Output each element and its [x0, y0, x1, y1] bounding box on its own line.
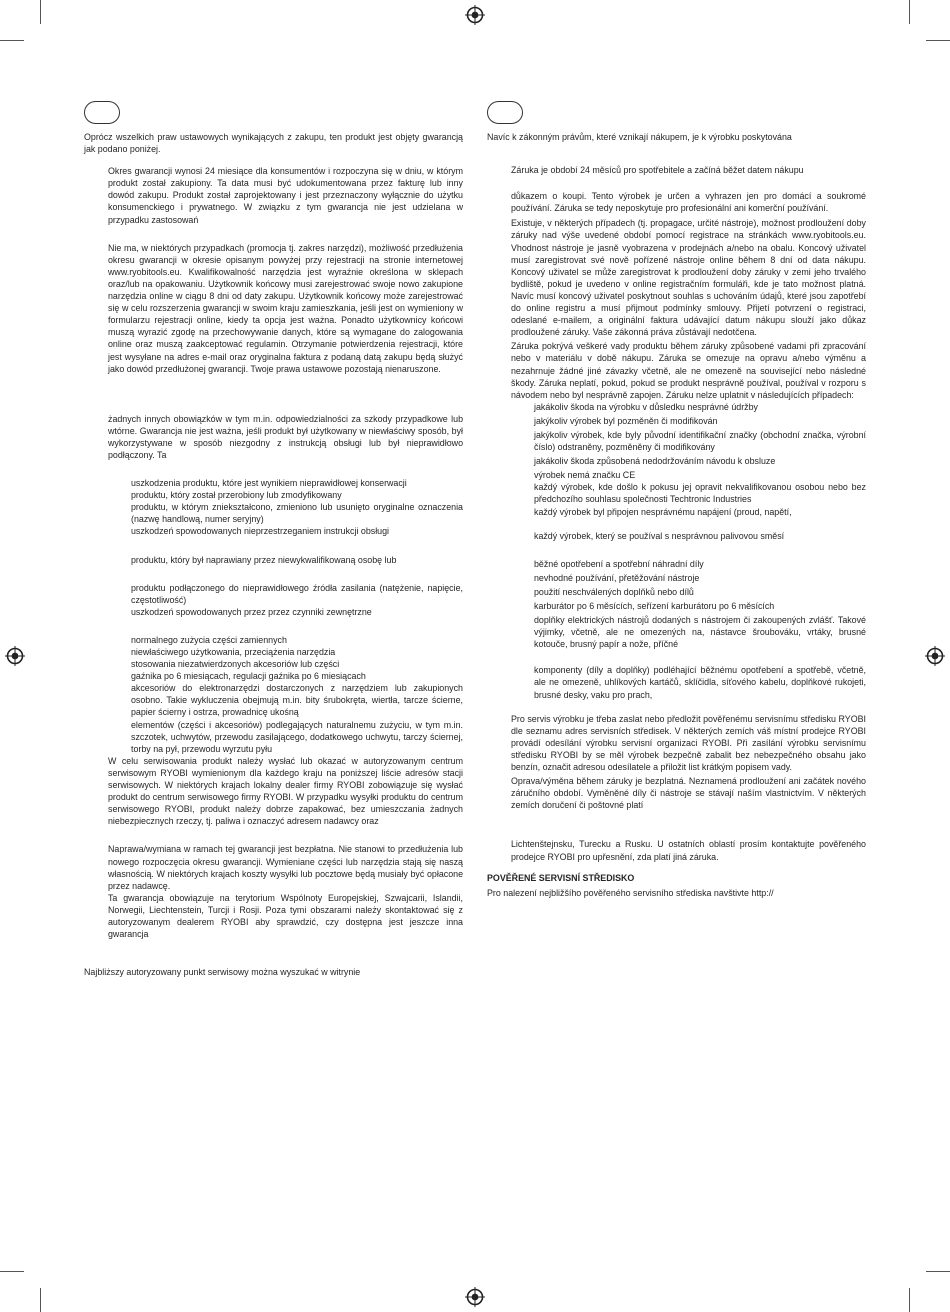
list-item: elementów (części i akcesoriów) podlegających naturalnemu zużyciu, w tym m.in. szczotek, uchwytów, przewodu zasilającego, dodatkowego uchwytu, tarczy ściernej, torby na pył, przewodu wyrzutu pyłu [131, 719, 463, 754]
paragraph: żadnych innych obowiązków w tym m.in. odpowiedzialności za szkody przypadkowe lub wtórne. Gwarancja nie jest ważna, jeśli produkt był użytkowany w niewłaściwy sposób, był wykorzystywane w sposób niezgodny z instrukcją obsługi lub był nieprawidłowo podłączony. Ta [108, 413, 463, 460]
crop-mark [40, 1288, 41, 1312]
paragraph: Naprawa/wymiana w ramach tej gwarancji jest bezpłatna. Nie stanowi to przedłużenia lub nowego rozpoczęcia okresu gwarancji. Wymieniane części lub narzędzia stają się naszą własnością. W niektórych krajach koszty wysyłki lub pocztowe będą musiały być opłacone przez nadawcę. [108, 844, 463, 891]
paragraph: Oprava/výměna během záruky je bezplatná. Neznamená prodloužení ani začátek nového záručního období. Vyměněné díly či nástroje se stávají naším vlastnictvím. V některých zemích doručení či poštovné platí [511, 776, 866, 811]
paragraph: Oprócz wszelkich praw ustawowych wynikających z zakupu, ten produkt jest objęty gwarancją jak podano poniżej. [84, 132, 463, 155]
list-item: každý výrobek byl připojen nesprávnému napájení (proud, napětí, [534, 506, 792, 517]
list-item: běžné opotřebení a spotřební náhradní díly [534, 558, 704, 569]
list-item: stosowania niezatwierdzonych akcesoriów lub części [131, 659, 340, 670]
paragraph: Najbliższy autoryzowany punkt serwisowy można wyszukać w witrynie [84, 967, 361, 978]
crop-mark [926, 40, 950, 41]
list-item: gaźnika po 6 miesiącach, regulacji gaźnika po 6 miesiącach [131, 671, 366, 682]
language-badge [84, 101, 120, 124]
crop-mark [0, 40, 24, 41]
paragraph: Existuje, v některých případech (tj. propagace, určité nástroje), možnost prodloužení doby záruky nad výše uvedené období pomocí registrace na stránkách www.ryobitools.eu. Vhodnost nástroje je jasně vyobrazena v prodejnách a/nebo na obalu. Koncový uživatel musí zaregistrovat své nově pořízené nástroje online během 8 dní od data nákupu. Koncový uživatel se může zaregistrovat k prodloužení doby záruky v zemi jeho trvalého bydliště, pokud je uvedeno v online registračním formuláři, kde je tato možnost platná. Navíc musí koncový uživatel poskytnout souhlas s uchováním údajů, které jsou zapotřebí do online registru a musí přijmout podmínky smlouvy. Přijetí potvrzení o registraci, odeslané e-mailem, a originální faktura udávající datum nákupu slouží jako důkaz prodloužené záruky. Vaše zákonná práva zůstávají nedotčena. [511, 218, 866, 338]
list-item: jakákoliv škoda způsobená nedodržováním návodu k obsluze [534, 456, 776, 467]
list-item: normalnego zużycia części zamiennych [131, 634, 287, 645]
list-item: akcesoriów do elektronarzędzi dostarczonych z narzędziem lub zakupionych osobno. Takie wykluczenia obejmują m.in. bity śrubokręta, wiertła, tarcze ścierne, papier ścierny i ostrza, prowadnicę ukośną [131, 683, 463, 718]
list-item: každý výrobek, který se používal s nesprávnou palivovou směsí [534, 530, 785, 541]
crop-mark [40, 0, 41, 24]
paragraph: Pro nalezení nejbližšího pověřeného servisního střediska navštivte http:// [487, 887, 774, 898]
list-item: uszkodzeń spowodowanych przez przez czynniki zewnętrzne [131, 606, 372, 617]
paragraph: Ta gwarancja obowiązuje na terytorium Wspólnoty Europejskiej, Szwajcarii, Islandii, Norwegii, Liechtenstein, Turcji i Rosji. Poza tymi obszarami należy skontaktować się z autoryzowanym dealerem RYOBI aby sprawdzić, czy dostępna jest jeszcze inna gwarancja [108, 892, 463, 940]
list-item: uszkodzeń spowodowanych nieprzestrzeganiem instrukcji obsługi [131, 526, 390, 537]
list-item: produktu, który został przerobiony lub zmodyfikowany [131, 490, 342, 501]
crop-mark [0, 1271, 24, 1272]
paragraph: Navíc k zákonným právům, které vznikají nákupem, je k výrobku poskytována [487, 132, 792, 142]
list-item: komponenty (díly a doplňky) podléhající běžnému opotřebení a spotřebě, včetně, ale ne omezeně, uhlíkových kartáčů, sklíčidla, síťového kabelu, doplňkové rukojeti, brusné desky, vaku pro prach, [534, 665, 866, 700]
language-badge [487, 101, 523, 124]
section-heading: POVĚŘENÉ SERVISNÍ STŘEDISKO [487, 872, 635, 883]
list-item: použití neschválených doplňků nebo dílů [534, 586, 694, 597]
list-item: jakýkoliv výrobek byl pozměněn či modifikován [534, 415, 718, 426]
registration-mark-icon [5, 646, 25, 666]
warranty-column-polish [84, 131, 463, 978]
paragraph: Lichtenštejnsku, Turecku a Rusku. U ostatních oblastí prosím kontaktujte pověřeného prodejce RYOBI pro upřesnění, zda platí jiná záruka. [511, 839, 866, 862]
paragraph: důkazem o koupi. Tento výrobek je určen a vyhrazen jen pro domácí a soukromé používání. Záruka se tedy neposkytuje pro profesionální ani komerční používání. [511, 191, 866, 214]
list-item: nevhodné používání, přetěžování nástroje [534, 572, 700, 583]
list-item: uszkodzenia produktu, które jest wynikiem nieprawidłowej konserwacji [131, 478, 407, 489]
paragraph: W celu serwisowania produkt należy wysłać lub okazać w autoryzowanym centrum serwisowym RYOBI wymienionym dla każdego kraju na poniższej liście adresów stacji serwisowych. W niektórych krajach lokalny dealer firmy RYOBI zobowiązuje się wysłać produkt do centrum serwisowego firmy RYOBI. W przypadku wysyłki produktu do centrum serwisowego RYOBI, produkt należy dobrze zapakować, bez umieszczania żadnych niebezpiecznych rzeczy, tj. paliwa i oznaczyć adresem nadawcy oraz [108, 755, 463, 827]
registration-mark-icon [925, 646, 945, 666]
list-item: produktu podłączonego do nieprawidłowego źródła zasilania (natężenie, napięcie, częstotliwość) [131, 582, 463, 605]
paragraph: Záruka pokrývá veškeré vady produktu během záruky způsobené vadami při zpracování nebo v materiálu v době nákupu. Záruka se omezuje na opravu a/nebo výměnu a nezahrnuje žádné jiné závazky včetně, ale ne omezeně na související nebo následné škody. Záruka neplatí, pokud, pokud se produkt nesprávně používal, používal v rozporu s návodem nebo byl nesprávně zapojen. Záruku nelze uplatnit v následujících případech: [511, 341, 866, 400]
list-item: jakákoliv škoda na výrobku v důsledku nesprávné údržby [534, 401, 758, 412]
paragraph: Nie ma, w niektórych przypadkach (promocja tj. zakres narzędzi), możliwość przedłużenia okresu gwarancji w okresie opisanym powyżej przy rejestracji na stronie internetowej www.ryobitools.eu. Kwalifikowalność narzędzia jest wyraźnie określona w sklepach oraz/lub na opakowaniu. Użytkownik końcowy musi zarejestrować swoje nowo zakupione narzędzia online w ciągu 8 dni od daty zakupu. Użytkownik końcowy może zarejestrować się w celu rozszerzenia gwarancji w swoim kraju zamieszkania, jeśli jest on wymieniony w formularzu rejestracji online, kiedy ta opcja jest ważna. Ponadto użytkownicy końcowi muszą wyrazić zgodę na przechowywanie danych, które są wymagane do zalogowania online oraz muszą zaakceptować regulamin. Otrzymanie potwierdzenia rejestracji, które jest wysyłane na adres e-mail oraz oryginalna faktura z podaną datą zakupu będą służyć jako dowód przedłużonej gwarancji. Twoje prawa ustawowe pozostają nienaruszone. [108, 242, 463, 374]
paragraph: Pro servis výrobku je třeba zaslat nebo předložit pověřenému servisnímu středisku RYOBI dle seznamu adres servisních středisek. V některých zemích váš místní prodejce RYOBI provádí odesílání výrobku servisní organizaci RYOBI. Při zasílání výrobku servisnímu středisku RYOBI by se měl výrobek bezpečně zabalit bez nebezpečného obsahu jako benzín, označit adresou odesílatele a přiložit list krátkým popisem vady. [511, 713, 866, 773]
warranty-column-czech [487, 131, 866, 899]
list-item: jakýkoliv výrobek, kde byly původní identifikační značky (obchodní značka, výrobní číslo) odstraněny, pozměněny či modifikovány [534, 429, 866, 453]
crop-mark [926, 1271, 950, 1272]
registration-mark-icon [465, 5, 485, 25]
crop-mark [909, 1288, 910, 1312]
paragraph: Záruka je období 24 měsíců pro spotřebitele a začíná běžet datem nákupu [511, 165, 804, 176]
crop-mark [909, 0, 910, 24]
list-item: každý výrobek, kde došlo k pokusu jej opravit nekvalifikovanou osobou nebo bez předchozího souhlasu společnosti Techtronic Industries [534, 482, 866, 505]
list-item: karburátor po 6 měsících, seřízení karburátoru po 6 měsících [534, 601, 775, 611]
list-item: produktu, który był naprawiany przez niewykwalifikowaną osobę lub [131, 554, 397, 565]
list-item: doplňky elektrických nástrojů dodaných s nástrojem či zakoupených zvlášť. Takové výjimky, včetně, ale ne omezených na, nástavce šroubováku, vrtáky, brusné kotouče, brusný papír a nože, příčné [534, 615, 866, 650]
registration-mark-icon [465, 1287, 485, 1307]
list-item: produktu, w którym zniekształcono, zmieniono lub usunięto oryginalne oznaczenia (nazwę handlową, numer seryjny) [131, 502, 463, 525]
paragraph: Okres gwarancji wynosi 24 miesiące dla konsumentów i rozpoczyna się w dniu, w którym produkt został zakupiony. Ta data musi być udokumentowana przez fakturę lub inny dowód zakupu. Produkt został zaprojektowany i jest przeznaczony wyłącznie do użytku konsumenckiego i prywatnego. W związku z tym gwarancja nie jest udzielana w przypadku zastosowań [108, 166, 463, 225]
list-item: výrobek nemá značku CE [534, 470, 636, 481]
list-item: niewłaściwego użytkowania, przeciążenia narzędzia [131, 647, 336, 657]
